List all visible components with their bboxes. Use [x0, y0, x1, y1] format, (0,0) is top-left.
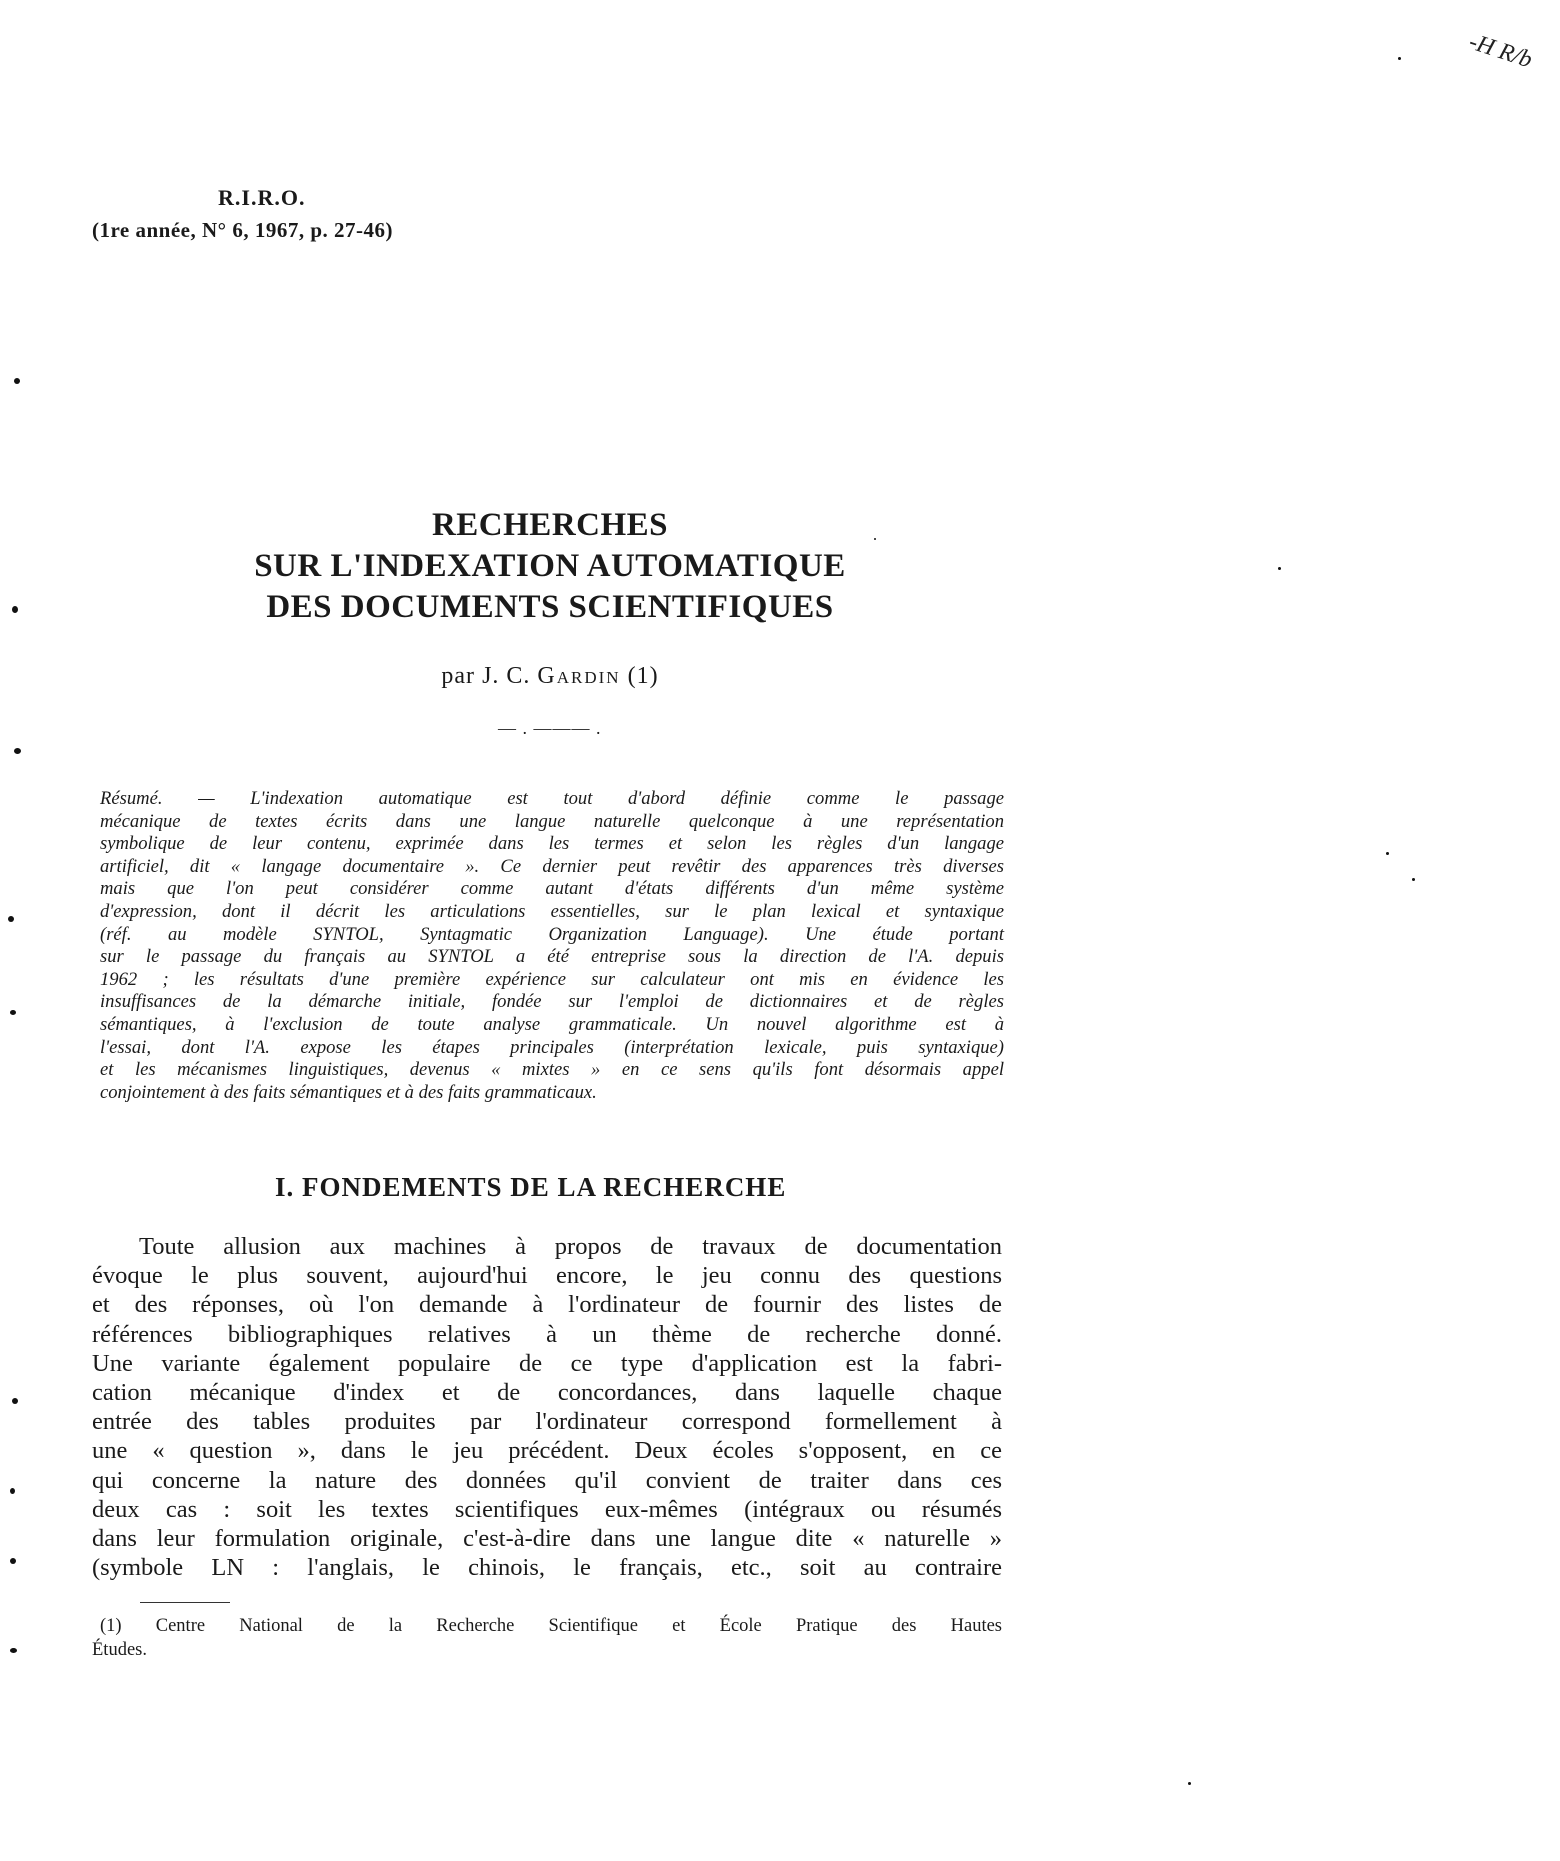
- abstract-line: sur le passage du français au SYNTOL a été entreprise sous la direction de l'A. depuis: [100, 946, 1004, 968]
- abstract-line: l'essai, dont l'A. expose les étapes principales (interprétation lexicale, puis syntaxique): [100, 1036, 1004, 1058]
- footnote-line: (1) Centre National de la Recherche Scientifique et École Pratique des Hautes: [100, 1616, 1002, 1636]
- title-line: DES DOCUMENTS SCIENTIFIQUES: [266, 589, 834, 625]
- footnote-rule: [140, 1602, 230, 1603]
- abstract: [100, 788, 1004, 1104]
- scan-speck: [1386, 852, 1389, 855]
- body-line: dans leur formulation originale, c'est-à-dire dans une langue dite « naturelle »: [92, 1525, 1002, 1553]
- body-line: entrée des tables produites par l'ordinateur correspond formellement à: [92, 1408, 1002, 1436]
- body-text: [92, 1232, 1002, 1582]
- scan-speck: [14, 378, 20, 384]
- byline-prefix: par: [441, 663, 476, 689]
- body-line: une « question », dans le jeu précédent. Deux écoles s'opposent, en ce: [92, 1437, 1002, 1465]
- article-title: [120, 505, 980, 628]
- abstract-line: mécanique de textes écrits dans une langue naturelle quelconque à une représentation: [100, 810, 1004, 832]
- scan-speck: [1398, 57, 1401, 60]
- journal-reference: (1re année, N° 6, 1967, p. 27-46): [92, 218, 393, 242]
- scan-speck: [874, 538, 876, 540]
- body-line: cation mécanique d'index et de concordances, dans laquelle chaque: [92, 1379, 1002, 1407]
- abstract-line: mais que l'on peut considérer comme autant d'états différents d'un même système: [100, 878, 1004, 900]
- abstract-line: d'expression, dont il décrit les articulations essentielles, sur le plan lexical et syntaxique: [100, 900, 1004, 922]
- scan-speck: [10, 1488, 15, 1494]
- scan-speck: [14, 748, 21, 754]
- scan-speck: [12, 1398, 18, 1404]
- body-line: évoque le plus souvent, aujourd'hui encore, le jeu connu des questions: [92, 1262, 1002, 1290]
- scan-speck: [1278, 567, 1281, 570]
- body-line: deux cas : soit les textes scientifiques eux-mêmes (intégraux ou résumés: [92, 1495, 1002, 1523]
- title-line: SUR L'INDEXATION AUTOMATIQUE: [254, 548, 846, 584]
- author-name: Gardin: [537, 663, 621, 689]
- body-line: Une variante également populaire de ce type d'application est la fabri-: [92, 1349, 1002, 1377]
- abstract-line: (réf. au modèle SYNTOL, Syntagmatic Organization Language). Une étude portant: [100, 923, 1004, 945]
- body-line: et des réponses, où l'on demande à l'ordinateur de fournir des listes de: [92, 1291, 1002, 1319]
- scan-speck: [8, 916, 14, 922]
- body-line: (symbole LN : l'anglais, le chinois, le français, etc., soit au contraire: [92, 1554, 1002, 1582]
- scan-speck: [1188, 1782, 1191, 1785]
- title-line: RECHERCHES: [431, 507, 669, 543]
- scan-speck: [10, 1010, 16, 1015]
- title-separator: — . ——— .: [498, 718, 602, 738]
- abstract-line: et les mécanismes linguistiques, devenus « mixtes » en ce sens qu'ils font désormais appel: [100, 1059, 1004, 1081]
- section-heading: I. FONDEMENTS DE LA RECHERCHE: [275, 1172, 787, 1202]
- author-footnote-ref: (1): [627, 663, 659, 689]
- body-line: références bibliographiques relatives à un thème de recherche donné.: [92, 1320, 1002, 1348]
- body-line: qui concerne la nature des données qu'il convient de traiter dans ces: [92, 1466, 1002, 1494]
- abstract-line: artificiel, dit « langage documentaire ». Ce dernier peut revêtir des apparences très diverses: [100, 855, 1004, 877]
- footnote: [92, 1614, 1002, 1662]
- journal-name: R.I.R.O.: [218, 185, 306, 210]
- abstract-line: 1962 ; les résultats d'une première expérience sur calculateur ont mis en évidence les: [100, 968, 1004, 990]
- abstract-line: conjointement à des faits sémantiques et à des faits grammaticaux.: [100, 1081, 597, 1103]
- abstract-line: Résumé. — L'indexation automatique est tout d'abord définie comme le passage: [100, 788, 1004, 809]
- footnote-line: Études.: [92, 1640, 147, 1660]
- handwritten-annotation: -H R/b: [1465, 28, 1536, 74]
- abstract-line: insuffisances de la démarche initiale, fondée sur l'emploi de dictionnaires et de règles: [100, 991, 1004, 1013]
- abstract-line: symbolique de leur contenu, exprimée dans les termes et selon les règles d'un langage: [100, 833, 1004, 855]
- author-initials: J. C.: [482, 663, 531, 689]
- scan-speck: [12, 606, 18, 613]
- body-line: Toute allusion aux machines à propos de travaux de documentation: [139, 1233, 1002, 1260]
- author-byline: [120, 663, 980, 690]
- scan-speck: [1412, 878, 1415, 881]
- scan-speck: [10, 1648, 17, 1653]
- abstract-line: sémantiques, à l'exclusion de toute analyse grammaticale. Un nouvel algorithme est à: [100, 1013, 1004, 1035]
- scan-speck: [10, 1558, 16, 1564]
